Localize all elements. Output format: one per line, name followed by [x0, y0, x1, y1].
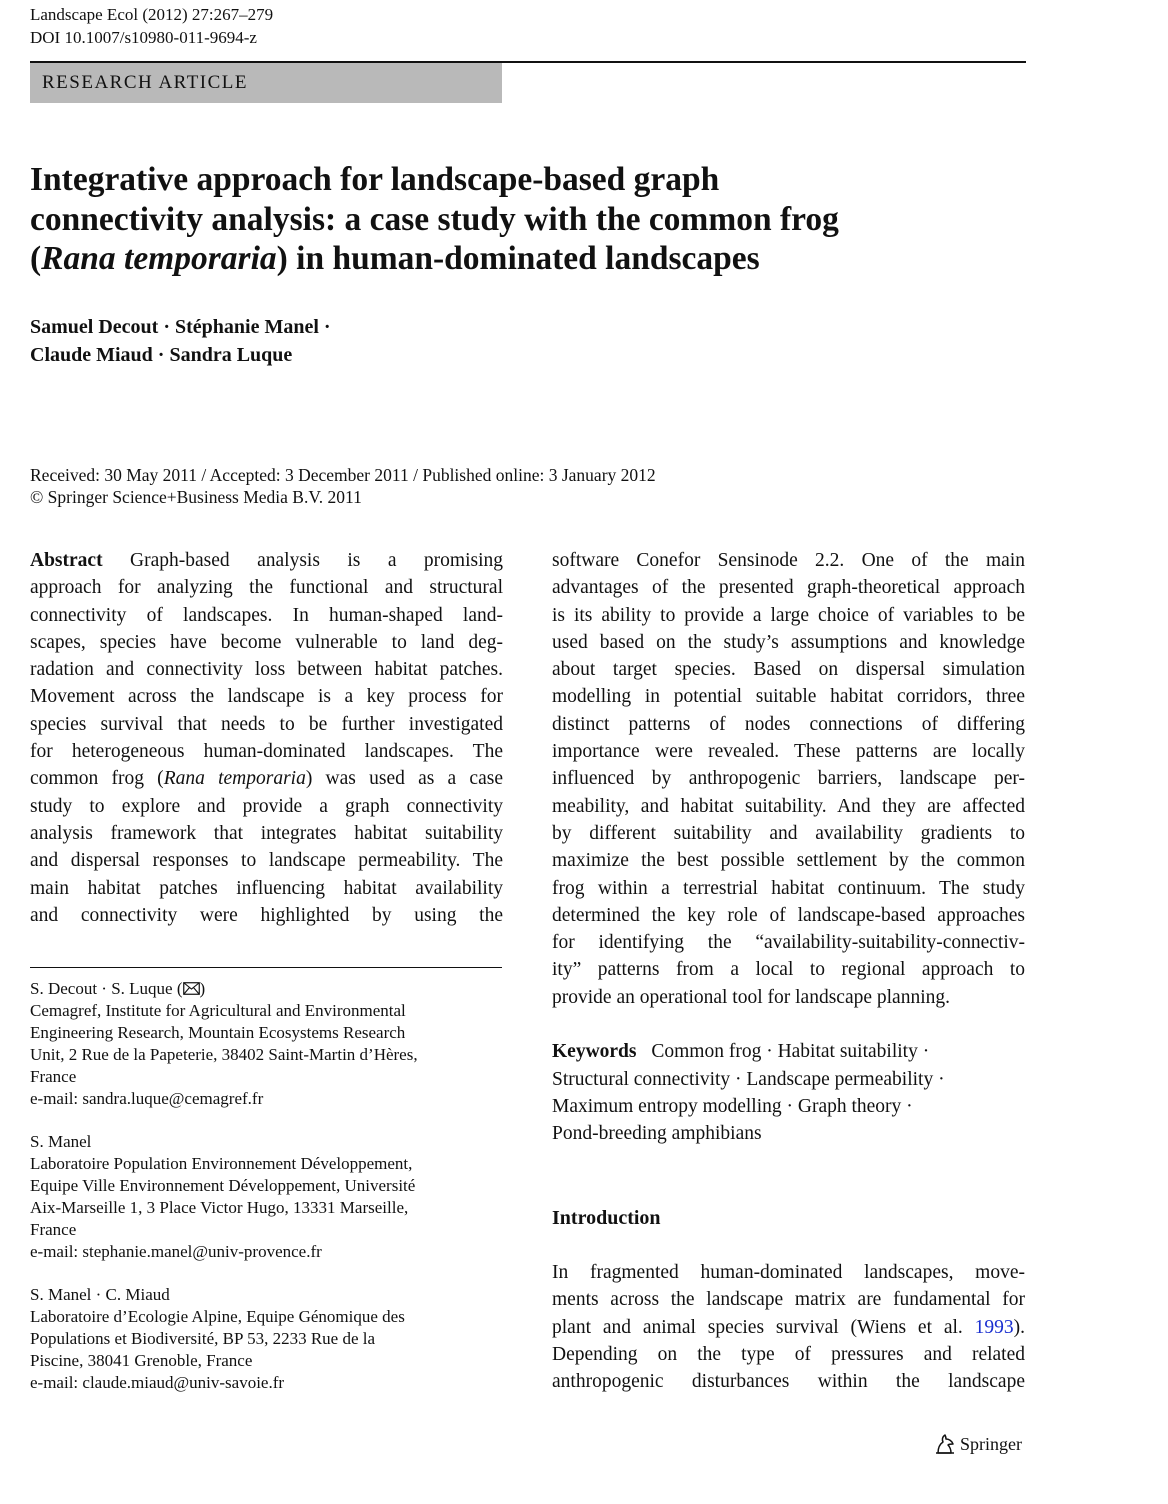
- abstract-line: species survival that needs to be further investigated: [30, 713, 503, 735]
- keywords-line: Maximum entropy modelling · Graph theory ·: [552, 1095, 913, 1117]
- author-list: [30, 313, 331, 369]
- species-name: Rana temporaria: [41, 240, 277, 277]
- abstract-line: frog within a terrestrial habitat continuum. The study: [552, 877, 1025, 899]
- authors-line-2: Claude Miaud · Sandra Luque: [30, 344, 293, 366]
- affiliation-block: [30, 978, 510, 1110]
- affiliation-line: Populations et Biodiversité, BP 53, 2233 Rue de la: [30, 1329, 376, 1348]
- intro-line: ments across the landscape matrix are fundamental for: [552, 1289, 1025, 1311]
- keywords-line: Structural connectivity · Landscape permeability ·: [552, 1068, 945, 1090]
- affiliation-line: Equipe Ville Environnement Développement, Université: [30, 1176, 416, 1195]
- journal-citation: Landscape Ecol (2012) 27:267–279: [30, 5, 274, 24]
- affiliation-line: Laboratoire d’Ecologie Alpine, Equipe Génomique des: [30, 1307, 405, 1326]
- affiliation-names: S. Decout · S. Luque ( ): [30, 979, 206, 998]
- intro-line: Depending on the type of pressures and related: [552, 1343, 1025, 1365]
- abstract-line: for heterogeneous human-dominated landscapes. The: [30, 741, 503, 763]
- title-line-2: connectivity analysis: a case study with the common frog: [30, 200, 839, 238]
- affiliation-email[interactable]: e-mail: sandra.luque@cemagref.fr: [30, 1089, 264, 1108]
- intro-line: plant and animal species survival (Wiens et al. 1993).: [552, 1316, 1025, 1338]
- affiliation-line: France: [30, 1220, 77, 1239]
- affiliation-line: Unit, 2 Rue de la Papeterie, 38402 Saint-Martin d’Hères,: [30, 1045, 418, 1064]
- copyright-notice: © Springer Science+Business Media B.V. 2011: [30, 487, 362, 507]
- abstract-line: and connectivity were highlighted by using the: [30, 904, 503, 926]
- springer-horse-icon: [934, 1433, 956, 1455]
- article-type-banner: RESEARCH ARTICLE: [30, 63, 502, 103]
- abstract-line: is its ability to provide a large choice of variables to be: [552, 604, 1025, 626]
- abstract-line: by different suitability and availability gradients to: [552, 822, 1025, 844]
- intro-line: anthropogenic disturbances within the landscape: [552, 1371, 1025, 1393]
- introduction-body: [552, 1259, 1025, 1395]
- abstract-line: connectivity of landscapes. In human-shaped land-: [30, 604, 503, 626]
- keywords-label: Keywords: [552, 1041, 637, 1063]
- title-paren: (: [30, 240, 42, 277]
- publisher-logo: [934, 1431, 1022, 1457]
- affiliation-block: [30, 1131, 510, 1263]
- received-accepted-dates: Received: 30 May 2011 / Accepted: 3 December 2011 / Published online: 3 January 2012: [30, 465, 656, 485]
- abstract-line: approach for analyzing the functional and structural: [30, 577, 503, 599]
- envelope-icon: [183, 979, 200, 998]
- citation-link[interactable]: 1993: [974, 1316, 1014, 1338]
- publisher-name: Springer: [960, 1434, 1022, 1454]
- abstract-line: for identifying the “availability-suitability-connectiv-: [552, 932, 1025, 954]
- affiliation-line: Laboratoire Population Environnement Développement,: [30, 1154, 413, 1173]
- abstract-line: used based on the study’s assumptions and knowledge: [552, 631, 1025, 653]
- abstract-line: ity” patterns from a local to regional approach to: [552, 959, 1025, 981]
- abstract-line: importance were revealed. These patterns are locally: [552, 741, 1025, 763]
- abstract-line: distinct patterns of nodes connections of differing: [552, 713, 1025, 735]
- abstract-line: common frog (Rana temporaria) was used as a case: [30, 768, 503, 790]
- doi: DOI 10.1007/s10980-011-9694-z: [30, 28, 257, 47]
- affiliation-email[interactable]: e-mail: claude.miaud@univ-savoie.fr: [30, 1373, 285, 1392]
- abstract-line: maximize the best possible settlement by the common: [552, 850, 1025, 872]
- abstract-line: Movement across the landscape is a key process for: [30, 686, 503, 708]
- abstract-line: meability, and habitat suitability. And they are affected: [552, 795, 1025, 817]
- abstract-line: determined the key role of landscape-based approaches: [552, 904, 1025, 926]
- abstract-line: and dispersal responses to landscape permeability. The: [30, 850, 503, 872]
- title-line-3: [30, 239, 1030, 279]
- affiliation-names: S. Manel: [30, 1132, 92, 1151]
- title-line-1: Integrative approach for landscape-based graph: [30, 161, 720, 198]
- affiliation-line: Engineering Research, Mountain Ecosystems Research: [30, 1023, 406, 1042]
- abstract-line: software Conefor Sensinode 2.2. One of the main: [552, 550, 1025, 571]
- species-name: Rana temporaria: [163, 768, 306, 790]
- abstract-right-column: [552, 547, 1025, 1148]
- keywords-line: Keywords Common frog · Habitat suitability ·: [552, 1041, 930, 1063]
- abstract-line: main habitat patches influencing habitat availability: [30, 877, 503, 899]
- affiliation-line: Aix-Marseille 1, 3 Place Victor Hugo, 13331 Marseille,: [30, 1198, 409, 1217]
- abstract-line: advantages of the presented graph-theoretical approach: [552, 577, 1025, 599]
- affiliation-names: S. Manel · C. Miaud: [30, 1285, 170, 1304]
- abstract-line: radation and connectivity loss between habitat patches.: [30, 659, 503, 681]
- abstract-line: study to explore and provide a graph connectivity: [30, 795, 503, 817]
- abstract-line: modelling in potential suitable habitat corridors, three: [552, 686, 1025, 708]
- abstract-line: provide an operational tool for landscape planning.: [552, 986, 950, 1008]
- abstract-line: analysis framework that integrates habitat suitability: [30, 822, 503, 844]
- article-title: [30, 160, 1030, 279]
- affiliation-line: France: [30, 1067, 77, 1086]
- affiliation-email[interactable]: e-mail: stephanie.manel@univ-provence.fr: [30, 1242, 322, 1261]
- footnote-rule: [30, 967, 502, 968]
- intro-line: In fragmented human-dominated landscapes, move-: [552, 1262, 1025, 1283]
- affiliation-block: [30, 1284, 510, 1394]
- title-line-3-rest: ) in human-dominated landscapes: [276, 240, 760, 277]
- keywords-line: Pond-breeding amphibians: [552, 1123, 762, 1145]
- abstract-left-column: [30, 547, 503, 929]
- publication-history: [30, 464, 656, 508]
- journal-reference: [30, 3, 273, 49]
- abstract-line: influenced by anthropogenic barriers, landscape per-: [552, 768, 1025, 790]
- authors-line-1: Samuel Decout · Stéphanie Manel ·: [30, 316, 331, 338]
- affiliation-line: Piscine, 38041 Grenoble, France: [30, 1351, 253, 1370]
- affiliation-line: Cemagref, Institute for Agricultural and Environmental: [30, 1001, 406, 1020]
- abstract-line: Abstract Graph-based analysis is a promising: [30, 550, 503, 571]
- abstract-line: scapes, species have become vulnerable to land deg-: [30, 631, 503, 653]
- abstract-line: about target species. Based on dispersal simulation: [552, 659, 1025, 681]
- section-heading-introduction: Introduction: [552, 1207, 661, 1229]
- abstract-label: Abstract: [30, 550, 103, 571]
- spacer: [552, 1011, 1025, 1038]
